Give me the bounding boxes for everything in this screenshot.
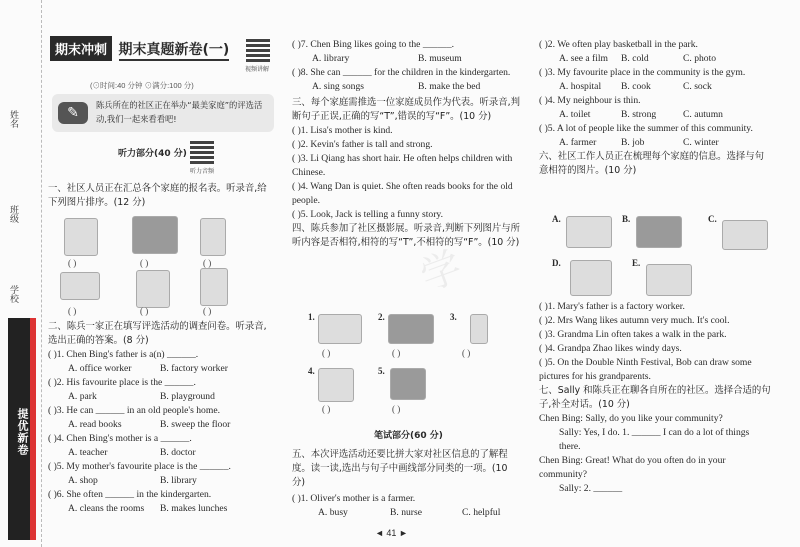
dialogue-line: Chen Bing: Sally, do you like your community?	[539, 413, 723, 424]
option-a[interactable]: A. see a film	[559, 53, 609, 64]
answer-blank[interactable]: ( )	[203, 258, 212, 268]
tf-item: ( )3. Li Qiang has short hair. He often helps children with Chinese.	[292, 153, 513, 178]
option-a[interactable]: A. busy	[318, 507, 348, 518]
option-a[interactable]: A. shop	[68, 475, 98, 486]
dialogue-line: Sally: Yes, I do. 1. ______ I can do a lot of things there.	[559, 427, 750, 452]
page-number-value: 41	[386, 528, 397, 538]
option-a[interactable]: A. toilet	[559, 109, 591, 120]
section-3-title: 三、每个家庭需推选一位家庭成员作为代表。听录音,判断句子正误,正确的写“T”,错误的写“F”。(10 分)	[292, 97, 520, 122]
question-text: ( )8. She can ______ for the children in the kindergarten.	[292, 67, 511, 78]
match-item: ( )2. Mrs Wang likes autumn very much. It's cool.	[539, 315, 730, 326]
question-options	[48, 474, 274, 488]
question-text: ( )4. Chen Bing's mother is a ______.	[48, 433, 192, 444]
column-2	[292, 38, 520, 250]
question-text: ( )1. Oliver's mother is a farmer.	[292, 493, 416, 504]
question-options	[539, 52, 771, 66]
tf-item: ( )4. Wang Dan is quiet. She often reads books for the old people.	[292, 181, 513, 206]
option-b[interactable]: B. doctor	[160, 447, 196, 458]
question-options	[539, 108, 771, 122]
picture-b	[636, 216, 682, 248]
picture-a	[566, 216, 612, 248]
photo-3	[470, 314, 488, 344]
question-options	[539, 136, 771, 150]
picture-worker	[200, 218, 226, 256]
picture-c	[722, 220, 768, 250]
watermark: 学	[414, 243, 468, 301]
match-item: ( )3. Grandma Lin often takes a walk in the park.	[539, 329, 727, 340]
tf-item: ( )1. Lisa's mother is kind.	[292, 125, 393, 136]
answer-blank[interactable]: ( )	[462, 348, 471, 358]
option-b[interactable]: B. strong	[621, 109, 657, 120]
option-b[interactable]: B. make the bed	[418, 81, 481, 92]
question-options	[48, 446, 274, 460]
picture-cook	[136, 270, 170, 308]
option-a[interactable]: A. sing songs	[312, 81, 364, 92]
picture-letter: C.	[708, 214, 717, 224]
answer-blank[interactable]: ( )	[322, 404, 331, 414]
tf-item: ( )5. Look, Jack is telling a funny story.	[292, 209, 443, 220]
section-4-title: 四、陈兵参加了社区摄影展。听录音,判断下列图片与所听内容是否相符,相符的写“T”,不相符的写“F”。(10 分)	[292, 223, 520, 248]
picture-classroom	[132, 216, 178, 254]
answer-blank[interactable]: ( )	[392, 348, 401, 358]
match-item: ( )4. Grandpa Zhao likes windy days.	[539, 343, 682, 354]
video-qr-icon[interactable]	[246, 38, 270, 62]
question-text: ( )5. My mother's favourite place is the ______.	[48, 461, 231, 472]
picture-sweeping	[64, 218, 98, 256]
page-number: ◄ 41 ►	[375, 528, 408, 538]
intro-text: 陈兵所在的社区正在举办“最美家庭”的评选活动,我们一起来看看吧!	[96, 100, 263, 124]
section-7-title: 七、Sally 和陈兵正在聊各自所在的社区。选择合适的句子,补全对话。(10 分)	[539, 385, 771, 410]
picture-d	[570, 260, 612, 296]
dialogue-line: Sally: 2. ______	[559, 483, 623, 494]
match-item: ( )5. On the Double Ninth Festival, Bob can draw some pictures for his grandparents.	[539, 357, 752, 382]
photo-2	[388, 314, 434, 344]
intro-box	[52, 94, 274, 132]
photo-number: 5.	[378, 366, 385, 376]
photo-4	[318, 368, 354, 402]
exam-title: 期末真题新卷(一)	[119, 39, 230, 61]
photo-1	[318, 314, 362, 344]
option-a[interactable]: A. farmer	[559, 137, 597, 148]
option-a[interactable]: A. library	[312, 53, 350, 64]
listening-title: 听力部分(40 分)	[118, 149, 187, 159]
option-b[interactable]: B. sweep the floor	[160, 419, 231, 430]
section-5	[292, 448, 520, 520]
question-text: ( )6. She often ______ in the kindergarten.	[48, 489, 212, 500]
question-options	[292, 506, 520, 520]
question-text: ( )5. A lot of people like the summer of this community.	[539, 123, 753, 134]
question-text: ( )1. Chen Bing's father is a(n) ______.	[48, 349, 199, 360]
option-b[interactable]: B. museum	[418, 53, 462, 64]
option-a[interactable]: A. park	[68, 391, 97, 402]
photo-number: 1.	[308, 312, 315, 322]
photo-number: 2.	[378, 312, 385, 322]
question-options	[48, 418, 274, 432]
answer-blank[interactable]: ( )	[203, 306, 212, 316]
question-options	[48, 390, 274, 404]
header-tag: 期末冲刺	[50, 36, 112, 61]
section-5-title: 五、本次评选活动还要比拼大家对社区信息的了解程度。读一读,选出与句子中画线部分同类的一项。(10 分)	[292, 449, 508, 488]
option-b[interactable]: B. cook	[621, 81, 651, 92]
question-text: ( )2. We often play basketball in the park.	[539, 39, 698, 50]
question-text: ( )4. My neighbour is thin.	[539, 95, 641, 106]
answer-blank[interactable]: ( )	[68, 306, 77, 316]
option-a[interactable]: A. hospital	[559, 81, 602, 92]
picture-letter: D.	[552, 258, 561, 268]
answer-blank[interactable]: ( )	[140, 258, 149, 268]
answer-blank[interactable]: ( )	[392, 404, 401, 414]
picture-farmer	[200, 268, 228, 306]
question-options	[292, 80, 520, 94]
column-3	[539, 38, 771, 178]
option-b[interactable]: B. factory worker	[160, 363, 228, 374]
picture-e	[646, 264, 692, 296]
option-a[interactable]: A. read books	[68, 419, 122, 430]
picture-letter: E.	[632, 258, 641, 268]
photo-number: 4.	[308, 366, 315, 376]
audio-qr-icon[interactable]	[190, 140, 214, 164]
tf-item: ( )2. Kevin's father is tall and strong.	[292, 139, 433, 150]
written-part-title: 笔试部分(60 分)	[374, 431, 443, 441]
option-c[interactable]: C. sock	[683, 81, 712, 92]
option-b[interactable]: B. library	[160, 475, 197, 486]
question-text: ( )3. My favourite place in the community is the gym.	[539, 67, 746, 78]
option-c[interactable]: C. autumn	[683, 109, 723, 120]
photo-5	[390, 368, 426, 400]
exam-header	[50, 36, 272, 66]
brand-accent	[30, 318, 36, 540]
option-a[interactable]: A. office worker	[68, 363, 132, 374]
section-2-items	[48, 348, 274, 516]
picture-truck	[60, 272, 100, 300]
option-b[interactable]: B. cold	[621, 53, 649, 64]
section-6-items	[539, 300, 771, 496]
option-c[interactable]: C. winter	[683, 137, 719, 148]
brand-logo: 提优新卷	[8, 318, 30, 540]
video-qr-label: 视频讲解	[245, 67, 270, 73]
answer-blank[interactable]: ( )	[68, 258, 77, 268]
question-text: ( )2. His favourite place is the ______.	[48, 377, 196, 388]
picture-letter: A.	[552, 214, 561, 224]
school-label: 学校	[9, 285, 19, 303]
option-b[interactable]: B. makes lunches	[160, 503, 228, 514]
question-options	[292, 52, 520, 66]
option-c[interactable]: C. photo	[683, 53, 717, 64]
option-c[interactable]: C. helpful	[462, 507, 501, 518]
audio-qr-label: 听力音频	[190, 169, 215, 175]
option-b[interactable]: B. nurse	[390, 507, 422, 518]
name-label: 姓名	[9, 110, 19, 128]
pencil-icon: ✎	[58, 102, 88, 124]
answer-blank[interactable]: ( )	[322, 348, 331, 358]
exam-meta: (⊙时间:40 分钟 ⊙满分:100 分)	[90, 81, 194, 90]
option-a[interactable]: A. teacher	[68, 447, 108, 458]
section-6-title: 六、社区工作人员正在梳理每个家庭的信息。选择与句意相符的图片。(10 分)	[539, 151, 765, 176]
option-b[interactable]: B. job	[621, 137, 645, 148]
question-text: ( )3. He can ______ in an old people's home.	[48, 405, 220, 416]
section-2-title: 二、陈兵一家正在填写评选活动的调查问卷。听录音,选出正确的答案。(8 分)	[48, 321, 267, 346]
photo-number: 3.	[450, 312, 457, 322]
question-text: ( )7. Chen Bing likes going to the ______.	[292, 39, 455, 50]
section-1-title: 一、社区人员正在汇总各个家庭的报名表。听录音,给下列图片排序。(12 分)	[48, 183, 267, 208]
answer-blank[interactable]: ( )	[140, 306, 149, 316]
class-label: 班级	[9, 205, 19, 223]
dialogue-line: Chen Bing: Great! What do you often do in your community?	[539, 455, 726, 480]
picture-letter: B.	[622, 214, 631, 224]
binding-spine	[0, 0, 42, 547]
option-b[interactable]: B. playground	[160, 391, 215, 402]
question-options	[48, 502, 274, 516]
question-options	[539, 80, 771, 94]
question-options	[48, 362, 274, 376]
option-a[interactable]: A. cleans the rooms	[68, 503, 145, 514]
match-item: ( )1. Mary's father is a factory worker.	[539, 301, 685, 312]
